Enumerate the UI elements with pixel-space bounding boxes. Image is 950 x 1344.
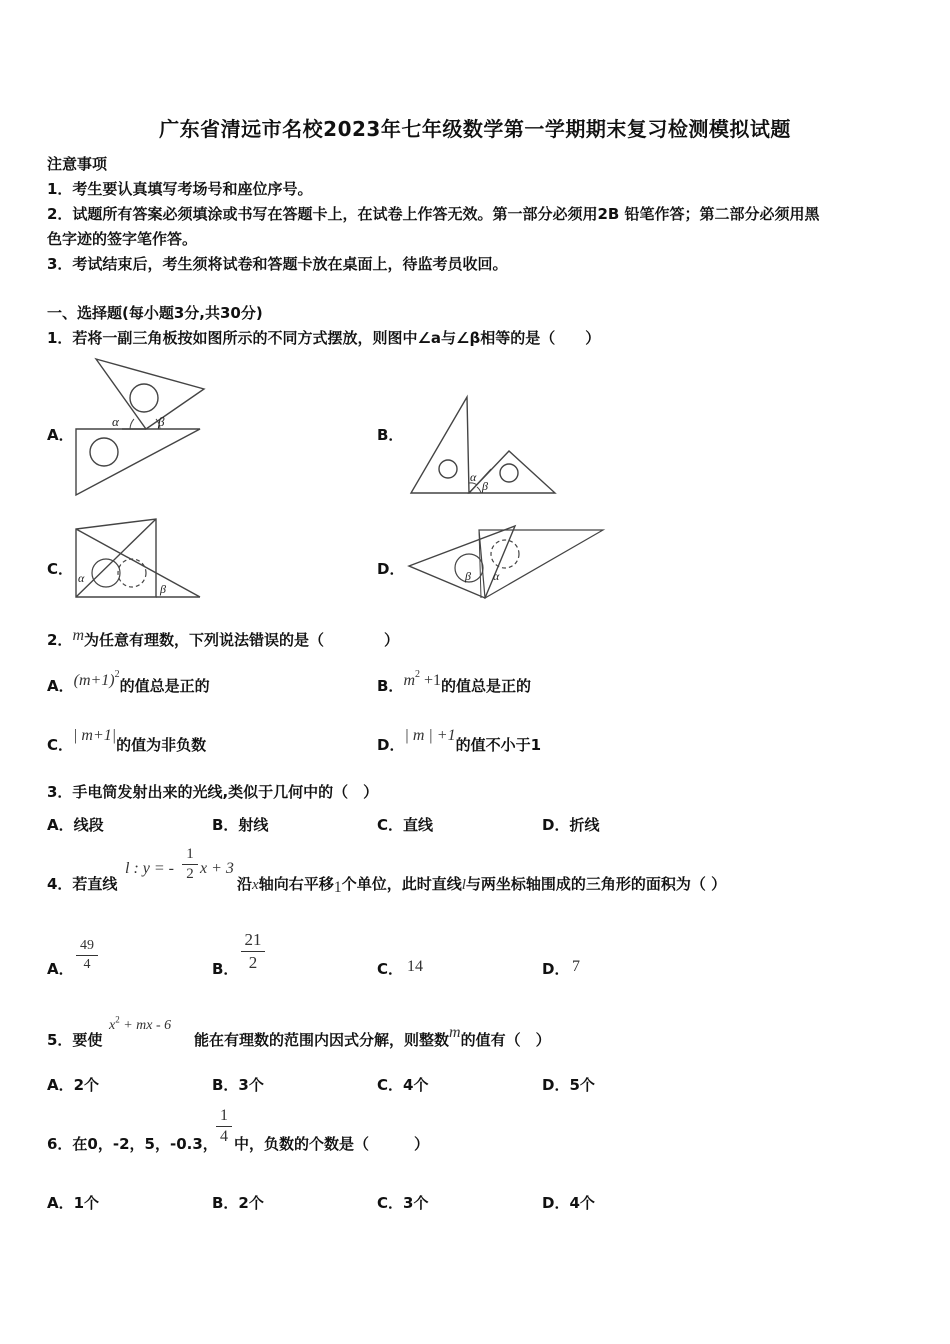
q2-a-text: 的值总是正的	[119, 677, 210, 695]
q2-var: m	[72, 627, 84, 644]
q6-stem: 6．在0，-2，5，-0.3，	[47, 1135, 218, 1153]
notice-item: 色字迹的签字笔作答。	[47, 230, 198, 248]
q2-b-sup: 2	[415, 669, 420, 680]
q2-b-label: B．	[377, 677, 404, 695]
q4-text-4: 与两坐标轴围成的三角形的面积为（ ）	[465, 875, 727, 893]
q6-option-c[interactable]: C．3个	[377, 1194, 429, 1212]
q4-fraction	[182, 846, 198, 883]
q2-b-text: 的值总是正的	[441, 677, 532, 695]
q3-option-d[interactable]: D．折线	[542, 816, 600, 834]
q6-option-b[interactable]: B．2个	[212, 1194, 264, 1212]
alpha-label: α	[78, 571, 85, 585]
alpha-label: α	[470, 470, 477, 484]
notice-item: 3．考试结束后，考生须将试卷和答题卡放在桌面上，待监考员收回。	[47, 255, 508, 273]
alpha-label: α	[112, 414, 119, 429]
beta-label: β	[482, 479, 488, 493]
q5-rest: + mx - 6	[119, 1018, 172, 1033]
q1-option-c-label: C．	[47, 560, 74, 578]
q2-d-math: | m | +1	[404, 727, 456, 744]
q5-end: 的值有（ ）	[460, 1031, 551, 1049]
q6-option-d[interactable]: D．4个	[542, 1194, 595, 1212]
q3-option-c[interactable]: C．直线	[377, 816, 434, 834]
q1-option-a-label: A．	[47, 426, 74, 444]
q2-b-math-rest: +1	[420, 672, 442, 689]
beta-label: β	[158, 414, 165, 429]
q1-figure-c	[70, 515, 210, 605]
notice-item: 1．考生要认真填写考场号和座位序号。	[47, 180, 313, 198]
q4-a-den: 4	[83, 957, 91, 972]
q5-num: 5．要使	[47, 1031, 103, 1049]
q1-figure-b	[405, 395, 560, 500]
q2-a-sup: 2	[114, 669, 120, 680]
q2-text: 为任意有理数，下列说法错误的是（ ）	[84, 631, 400, 649]
alpha-label: α	[493, 569, 500, 583]
page-title: 广东省清远市名校2023年七年级数学第一学期期末复习检测模拟试题	[159, 117, 791, 141]
q2-option-c[interactable]	[47, 727, 207, 755]
q1-figure-a	[70, 355, 210, 500]
q2-b-math-m: m	[403, 672, 415, 689]
q2-a-math: (m+1)	[73, 672, 115, 689]
q4-a-num: 49	[80, 938, 94, 953]
q4-math-pre: l : y = -	[125, 860, 174, 877]
q4-text	[237, 873, 726, 894]
q5-text	[194, 1024, 551, 1050]
q6-fraction	[216, 1107, 232, 1146]
q4-text-1: 沿	[237, 875, 253, 893]
q4-l: l	[461, 877, 466, 893]
q2-c-text: 的值为非负数	[116, 736, 207, 754]
q2-option-b[interactable]	[377, 669, 532, 696]
q5-var: m	[449, 1024, 461, 1041]
q4-option-a-value[interactable]	[76, 938, 98, 973]
q4-option-c-label: C．	[377, 960, 404, 978]
q5-option-b[interactable]: B．3个	[212, 1076, 264, 1094]
q4-option-a-label: A．	[47, 960, 74, 978]
q2-option-a[interactable]	[47, 669, 210, 696]
notice-heading: 注意事项	[47, 155, 108, 173]
q5-math	[109, 1014, 171, 1034]
q6-end: 中，负数的个数是（ ）	[234, 1135, 430, 1153]
q4-frac-num: 1	[186, 846, 194, 862]
q6-frac-num: 1	[220, 1107, 228, 1124]
question-3-stem: 3．手电筒发射出来的光线,类似于几何中的（ ）	[47, 783, 379, 801]
q2-option-d[interactable]	[377, 727, 542, 755]
q6-option-a[interactable]: A．1个	[47, 1194, 100, 1212]
section-heading: 一、选择题(每小题3分,共30分)	[47, 304, 263, 322]
q6-frac-den: 4	[220, 1128, 228, 1145]
beta-label: β	[160, 582, 166, 596]
q2-num: 2．	[47, 631, 73, 649]
q5-sup: 2	[115, 1014, 120, 1025]
question-1-stem: 1．若将一副三角板按如图所示的不同方式摆放，则图中∠a与∠β相等的是（ ）	[47, 329, 601, 347]
q4-one: 1	[333, 879, 342, 896]
q4-option-b-label: B．	[212, 960, 239, 978]
q4-option-c-value[interactable]: 14	[407, 958, 423, 975]
q3-option-b[interactable]: B．射线	[212, 816, 269, 834]
q4-option-d-label: D．	[542, 960, 570, 978]
q1-option-d-label: D．	[377, 560, 405, 578]
beta-label: β	[465, 569, 471, 583]
q4-b-den: 2	[248, 953, 258, 972]
q4-math-post: x + 3	[200, 860, 234, 877]
q4-x: x	[252, 877, 259, 893]
q4-option-d-value[interactable]: 7	[572, 958, 580, 975]
q2-a-label: A．	[47, 677, 74, 695]
q5-option-c[interactable]: C．4个	[377, 1076, 429, 1094]
q4-b-num: 21	[244, 930, 262, 949]
q2-d-text: 的值不小于1	[455, 736, 542, 754]
q4-text-3: 个单位，此时直线	[341, 875, 462, 893]
q5-x: x	[109, 1018, 116, 1033]
q2-c-math: | m+1|	[73, 727, 117, 744]
question-2-stem	[47, 629, 399, 650]
q3-option-a[interactable]: A．线段	[47, 816, 104, 834]
q1-option-b-label: B．	[377, 426, 404, 444]
q5-option-a[interactable]: A．2个	[47, 1076, 100, 1094]
q5-mid: 能在有理数的范围内因式分解，则整数	[194, 1031, 450, 1049]
q2-c-label: C．	[47, 736, 74, 754]
q2-d-label: D．	[377, 736, 405, 754]
q4-num: 4．若直线	[47, 875, 118, 893]
q4-option-b-value[interactable]	[241, 930, 265, 973]
q5-option-d[interactable]: D．5个	[542, 1076, 595, 1094]
notice-item: 2．试题所有答案必须填涂或书写在答题卡上，在试卷上作答无效。第一部分必须用2B 铅笔作答；第二部分必须用黑	[47, 205, 820, 223]
q4-text-2: 轴向右平移	[258, 875, 334, 893]
q1-figure-d	[405, 520, 610, 605]
q4-frac-den: 2	[186, 866, 194, 882]
